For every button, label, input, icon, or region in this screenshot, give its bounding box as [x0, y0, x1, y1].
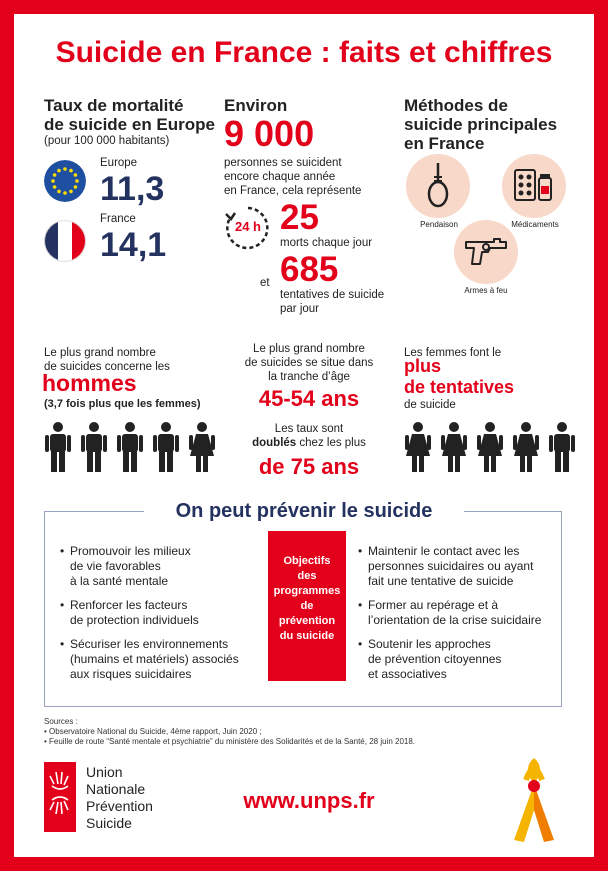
people-row-men — [44, 422, 216, 472]
list-item-line: (humains et matériels) associés — [70, 652, 239, 666]
website-link[interactable]: www.unps.fr — [243, 788, 375, 813]
list-item-line: à la santé mentale — [70, 574, 169, 588]
org-name-line: Nationale — [86, 781, 146, 797]
source-line: • Feuille de route “Santé mentale et psychiatrie” du ministère des Solidarités et de la Santé, 28 juin 2018. — [44, 737, 416, 746]
age-range: 45-54 ans — [258, 386, 360, 411]
sources-label: Sources : — [44, 717, 78, 726]
europe-label: Europe — [100, 157, 138, 169]
list-item-line: personnes suicidaires ou ayant — [368, 559, 534, 573]
list-item-line: aux risques suicidaires — [70, 667, 192, 681]
source-line: • Observatoire National du Suicide, 4ème rapport, Juin 2020 ; — [44, 727, 262, 736]
attempts-text-line: tentatives de suicide — [280, 289, 385, 301]
list-item-line: • Former au repérage et à — [368, 598, 499, 612]
mortality-heading — [44, 96, 215, 134]
list-item — [60, 598, 260, 628]
age-text — [224, 342, 394, 384]
unps-logo-icon — [44, 762, 76, 832]
method-label: Pendaison — [420, 220, 458, 229]
awareness-ribbon-icon — [504, 754, 564, 844]
women-text-2: de suicide — [404, 399, 456, 411]
attempts-text-line: par jour — [280, 303, 319, 315]
environ-text-line: en France, cela représente — [224, 185, 362, 197]
list-item-line: l’orientation de la crise suicidaire — [368, 613, 542, 627]
list-item-line: • Maintenir le contact avec les — [368, 544, 520, 558]
environ-value: 9 000 — [224, 113, 315, 154]
objectives-line: du suicide — [279, 630, 335, 642]
man-icon — [116, 422, 144, 472]
noose-icon — [406, 154, 470, 218]
methods-heading-line: en France — [404, 134, 485, 153]
men-highlight: hommes — [42, 370, 137, 396]
environ-text-line: encore chaque année — [224, 171, 336, 183]
men-text-line: Le plus grand nombre — [44, 347, 156, 359]
clock-label: 24 h — [234, 219, 261, 234]
france-value: 14,1 — [100, 226, 167, 264]
org-name — [86, 764, 153, 832]
org-name-line: Union — [86, 764, 123, 780]
woman-icon — [512, 422, 540, 472]
people-row-women — [404, 422, 576, 472]
environ-text — [224, 156, 361, 198]
eu-flag-icon — [44, 160, 86, 202]
list-item-line: de vie favorables — [70, 559, 161, 573]
methods-heading — [404, 96, 557, 153]
list-item — [358, 598, 558, 628]
europe-value: 11,3 — [100, 170, 165, 208]
age-text-line: Les taux sont — [274, 423, 344, 435]
men-subtitle: (3,7 fois plus que les femmes) — [44, 398, 201, 410]
list-item-line: de prévention citoyennes — [368, 652, 502, 666]
woman-icon — [440, 422, 468, 472]
objectives-line: des — [297, 570, 317, 582]
mortality-heading-line: Taux de mortalité — [44, 96, 184, 115]
sources — [44, 717, 574, 747]
list-item — [358, 544, 558, 589]
objectives-line: de — [300, 600, 314, 612]
list-item-line: • Promouvoir les milieux — [70, 544, 191, 558]
man-icon — [548, 422, 576, 472]
list-item-line: de protection individuels — [70, 613, 199, 627]
attempts-text — [280, 288, 384, 316]
method-label: Armes à feu — [464, 286, 508, 295]
prevention-right-list — [358, 544, 558, 691]
women-highlight — [404, 356, 514, 398]
women-text: Les femmes font le — [404, 347, 502, 359]
et-text: et — [260, 277, 270, 289]
man-icon — [152, 422, 180, 472]
mortality-subtitle: (pour 100 000 habitants) — [44, 135, 170, 147]
women-highlight-line: plus — [404, 356, 442, 376]
gun-icon — [454, 220, 518, 284]
woman-icon — [188, 422, 216, 472]
france-flag-icon — [44, 220, 86, 262]
objectives-box — [268, 531, 346, 681]
list-item-line: et associatives — [368, 667, 447, 681]
list-item-line: • Soutenir les approches — [368, 637, 491, 651]
objectives-line: prévention — [278, 615, 336, 627]
poster — [14, 14, 594, 857]
age-text-line: Le plus grand nombre — [253, 343, 365, 355]
pills-icon — [502, 154, 566, 218]
page-title: Suicide en France : faits et chiffres — [55, 36, 553, 69]
prevention-left-list — [60, 544, 260, 691]
age-bold-word: doublés — [252, 437, 297, 449]
list-item — [60, 544, 260, 589]
woman-icon — [404, 422, 432, 472]
environ-text-line: personnes se suicident — [224, 157, 342, 169]
age-text-2 — [224, 422, 394, 450]
women-highlight-line: de tentatives — [404, 377, 515, 397]
prevention-title: On peut prévenir le suicide — [144, 500, 464, 523]
age-text-line: la tranche d’âge — [268, 371, 350, 383]
objectives-line: Objectifs — [283, 555, 331, 567]
age-elder: de 75 ans — [258, 454, 360, 479]
list-item-line: • Sécuriser les environnements — [70, 637, 229, 651]
age-text-line: de suicides se situe dans — [244, 357, 374, 369]
deaths-value: 25 — [280, 198, 319, 237]
list-item — [358, 637, 558, 682]
org-name-line: Suicide — [86, 815, 132, 831]
men-text-line: de suicides concerne les — [44, 361, 170, 373]
age-text-line — [224, 436, 394, 450]
man-icon — [44, 422, 72, 472]
attempts-value: 685 — [280, 250, 339, 289]
man-icon — [80, 422, 108, 472]
methods-heading-line: suicide principales — [404, 115, 558, 134]
list-item-line: • Renforcer les facteurs — [70, 598, 188, 612]
method-label: Médicaments — [511, 220, 559, 229]
deaths-text: morts chaque jour — [280, 237, 373, 249]
clock-24h-icon — [224, 204, 272, 252]
france-label: France — [100, 213, 136, 225]
objectives-line: programmes — [273, 585, 341, 597]
environ-label: Environ — [224, 96, 288, 115]
methods-heading-line: Méthodes de — [404, 96, 508, 115]
mortality-heading-line: de suicide en Europe — [44, 115, 215, 134]
list-item-line: fait une tentative de suicide — [368, 574, 514, 588]
org-name-line: Prévention — [86, 798, 153, 814]
age-text-rest: chez les plus — [296, 437, 366, 449]
woman-icon — [476, 422, 504, 472]
list-item — [60, 637, 260, 682]
